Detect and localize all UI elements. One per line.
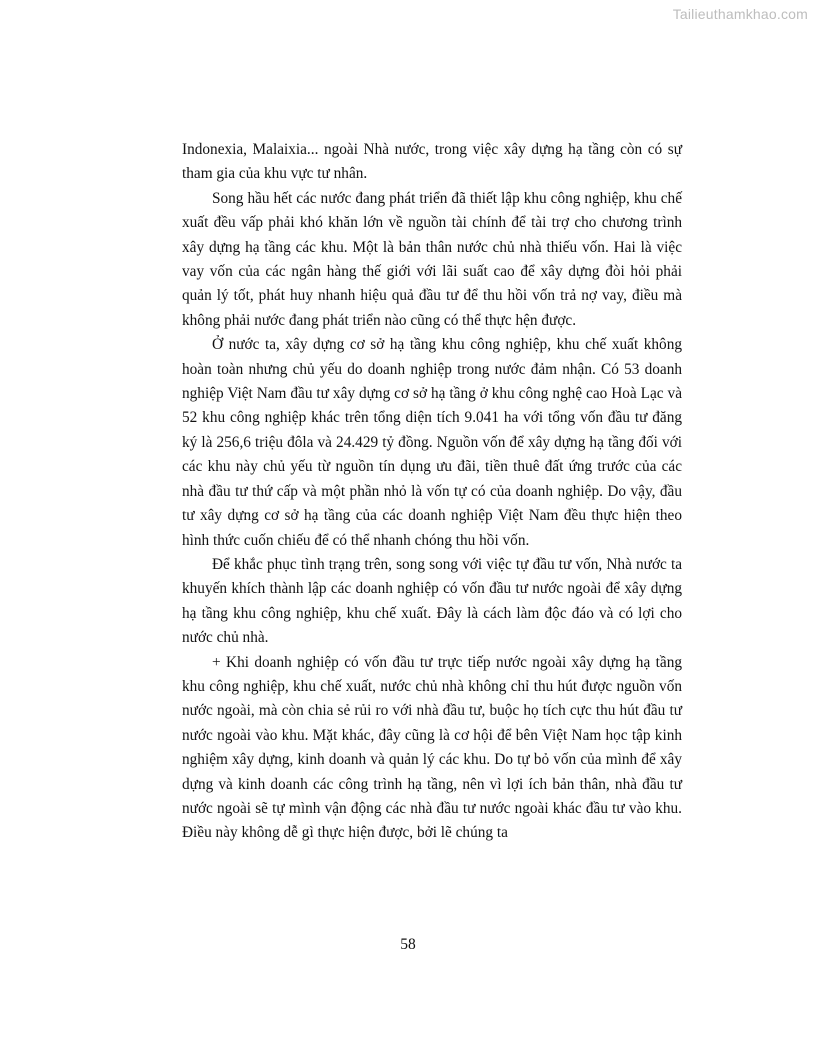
paragraph-2: Song hầu hết các nước đang phát triển đã thiết lập khu công nghiệp, khu chế xuất đều vấp phải khó khăn lớn về nguồn tài chính để tài trợ cho chương trình xây dựng hạ tầng các khu. Một là bản thân nước chủ nhà thiếu vốn. Hai là việc vay vốn của các ngân hàng thế giới với lãi suất cao để xây dựng đòi hỏi phải quản lý tốt, phát huy nhanh hiệu quả đầu tư để thu hồi vốn trả nợ vay, điều mà không phải nước đang phát triển nào cũng có thể thực hện được. — [182, 189, 682, 329]
paragraph-4: Để khắc phục tình trạng trên, song song với việc tự đầu tư vốn, Nhà nước ta khuyến khích thành lập các doanh nghiệp có vốn đầu tư nước ngoài để xây dựng hạ tầng khu công nghiệp, khu chế xuất. Đây là cách làm độc đáo và có lợi cho nước chủ nhà. — [182, 555, 682, 647]
paragraph-3: Ở nước ta, xây dựng cơ sở hạ tầng khu công nghiệp, khu chế xuất không hoàn toàn nhưng chủ yếu do doanh nghiệp trong nước đảm nhận. Có 53 doanh nghiệp Việt Nam đầu tư xây dựng cơ sở hạ tầng ở khu công nghệ cao Hoà Lạc và 52 khu công nghiệp khác trên tổng diện tích 9.041 ha với tổng vốn đầu tư đăng ký là 256,6 triệu đôla và 24.429 tỷ đồng. Nguồn vốn để xây dựng hạ tầng đối với các khu này chủ yếu từ nguồn tín dụng ưu đãi, tiền thuê đất ứng trước của các nhà đầu tư thứ cấp và một phần nhỏ là vốn tự có của doanh nghiệp. Do vậy, đầu tư xây dựng cơ sở hạ tầng của các doanh nghiệp Việt Nam đều thực hiện theo hình thức cuốn chiếu để có thể nhanh chóng thu hồi vốn. — [182, 336, 682, 549]
watermark: Tailieuthamkhao.com — [672, 6, 808, 22]
paragraph-5: + Khi doanh nghiệp có vốn đầu tư trực tiếp nước ngoài xây dựng hạ tầng khu công nghiệp, khu chế xuất, nước chủ nhà không chỉ thu hút được nguồn vốn nước ngoài, mà còn chia sẻ rủi ro với nhà đầu tư, buộc họ tích cực thu hút đầu tư nước ngoài vào khu. Mặt khác, đây cũng là cơ hội để bên Việt Nam học tập kinh nghiệm xây dựng, kinh doanh và quản lý các khu. Do tự bỏ vốn của mình để xây dựng và kinh doanh các công trình hạ tầng, nên vì lợi ích bản thân, nhà đầu tư nước ngoài sẽ tự mình vận động các nhà đầu tư nước ngoài khác đầu tư vào khu. Điều này không dễ gì thực hiện được, bởi lẽ chúng ta — [182, 653, 682, 842]
page-number: 58 — [400, 936, 416, 953]
page-body — [182, 138, 682, 846]
paragraph-1: Indonexia, Malaixia... ngoài Nhà nước, trong việc xây dựng hạ tầng còn có sự tham gia của khu vực tư nhân. — [182, 141, 682, 183]
